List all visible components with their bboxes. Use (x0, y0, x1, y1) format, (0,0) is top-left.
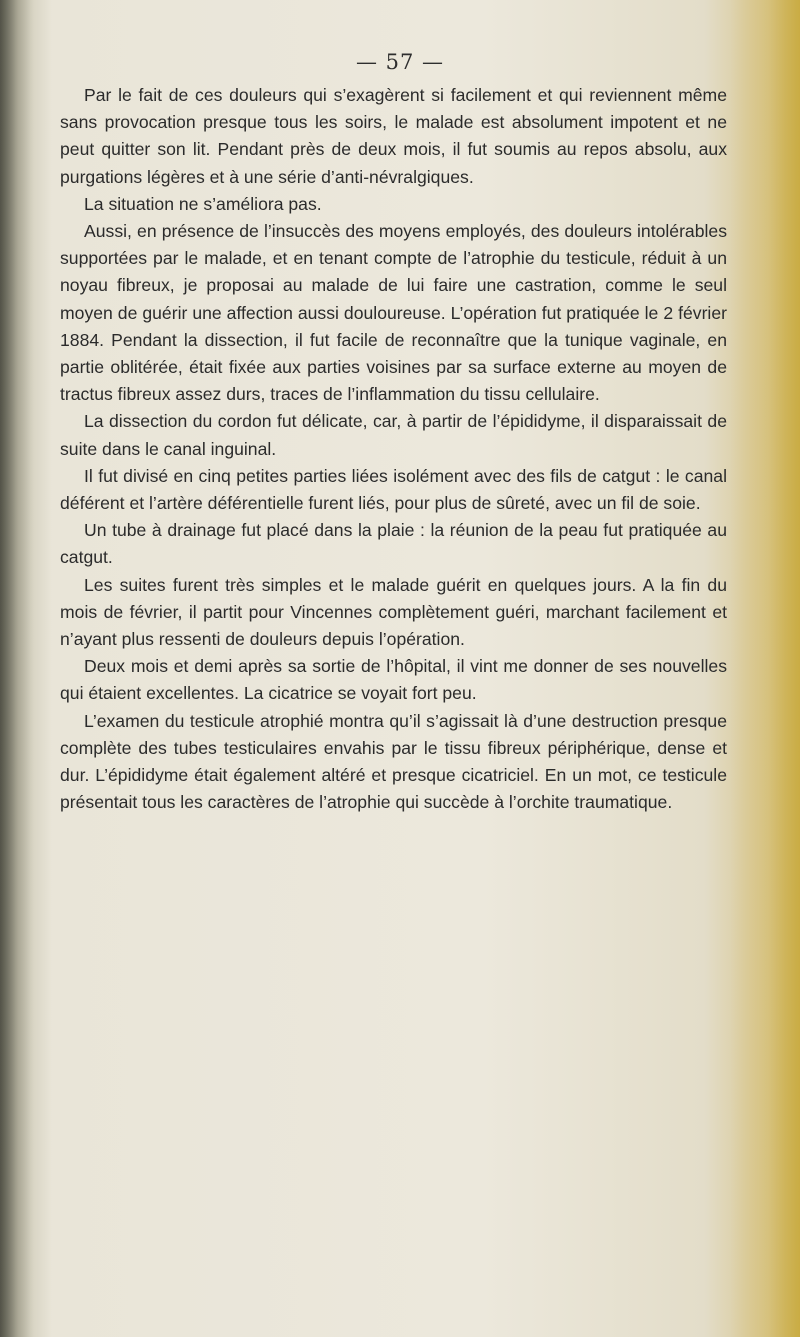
paragraph: Il fut divisé en cinq petites parties liées isolément avec des fils de catgut : le canal déférent et l’artère déférentielle furent liés, pour plus de sûreté, avec un fil de soie. (60, 465, 727, 514)
paragraph: La dissection du cordon fut délicate, car, à partir de l’épididyme, il disparaissait de suite dans le canal inguinal. (60, 411, 727, 459)
page-edge-stain (730, 0, 800, 1337)
paragraph: Deux mois et demi après sa sortie de l’hôpital, il vint me donner de ses nouvelles qui étaient excellentes. La cicatrice se voyait fort peu. (60, 656, 727, 704)
paragraph: Par le fait de ces douleurs qui s’exagèrent si facilement et qui reviennent même sans provocation presque tous les soirs, le malade est absolument impotent et ne peut quitter son lit. Pendant près de deux mois, il fut soumis au repos absolu, aux purgations légères et à une série d’anti-névralgiques. (60, 85, 727, 187)
paragraph: Un tube à drainage fut placé dans la plaie : la réunion de la peau fut pratiquée au catgut. (60, 520, 727, 568)
binding-shadow (0, 0, 34, 1337)
paragraph: L’examen du testicule atrophié montra qu’il s’agissait là d’une destruction presque complète des tubes testiculaires envahis par le tissu fibreux périphérique, dense et dur. L’épididyme était également altéré et presque cicatriciel. En un mot, ce testicule présentait tous les caractères de l’atrophie qui succède à l’orchite traumatique. (60, 710, 727, 813)
page-number: — 57 — (355, 50, 445, 74)
body-text (60, 82, 727, 816)
paragraph: Les suites furent très simples et le malade guérit en quelques jours. A la fin du mois de février, il partit pour Vincennes complètement guéri, marchant facilement et n’ayant plus ressenti de douleurs depuis l’opération. (60, 574, 727, 650)
paragraph: Aussi, en présence de l’insuccès des moyens employés, des douleurs intolérables supportées par le malade, et en tenant compte de l’atrophie du testicule, réduit à un noyau fibreux, je proposai au malade de lui faire une castration, comme le seul moyen de guérir une affection aussi douloureuse. L’opération fut pratiquée le 2 février 1884. Pendant la dissection, il fut facile de reconnaître que la tunique vaginale, en partie oblitérée, était fixée aux parties voisines par sa surface externe au moyen de tractus fibreux assez durs, traces de l’inflammation du tissu cellulaire. (60, 221, 727, 405)
paragraph: La situation ne s’améliora pas. (84, 193, 322, 214)
